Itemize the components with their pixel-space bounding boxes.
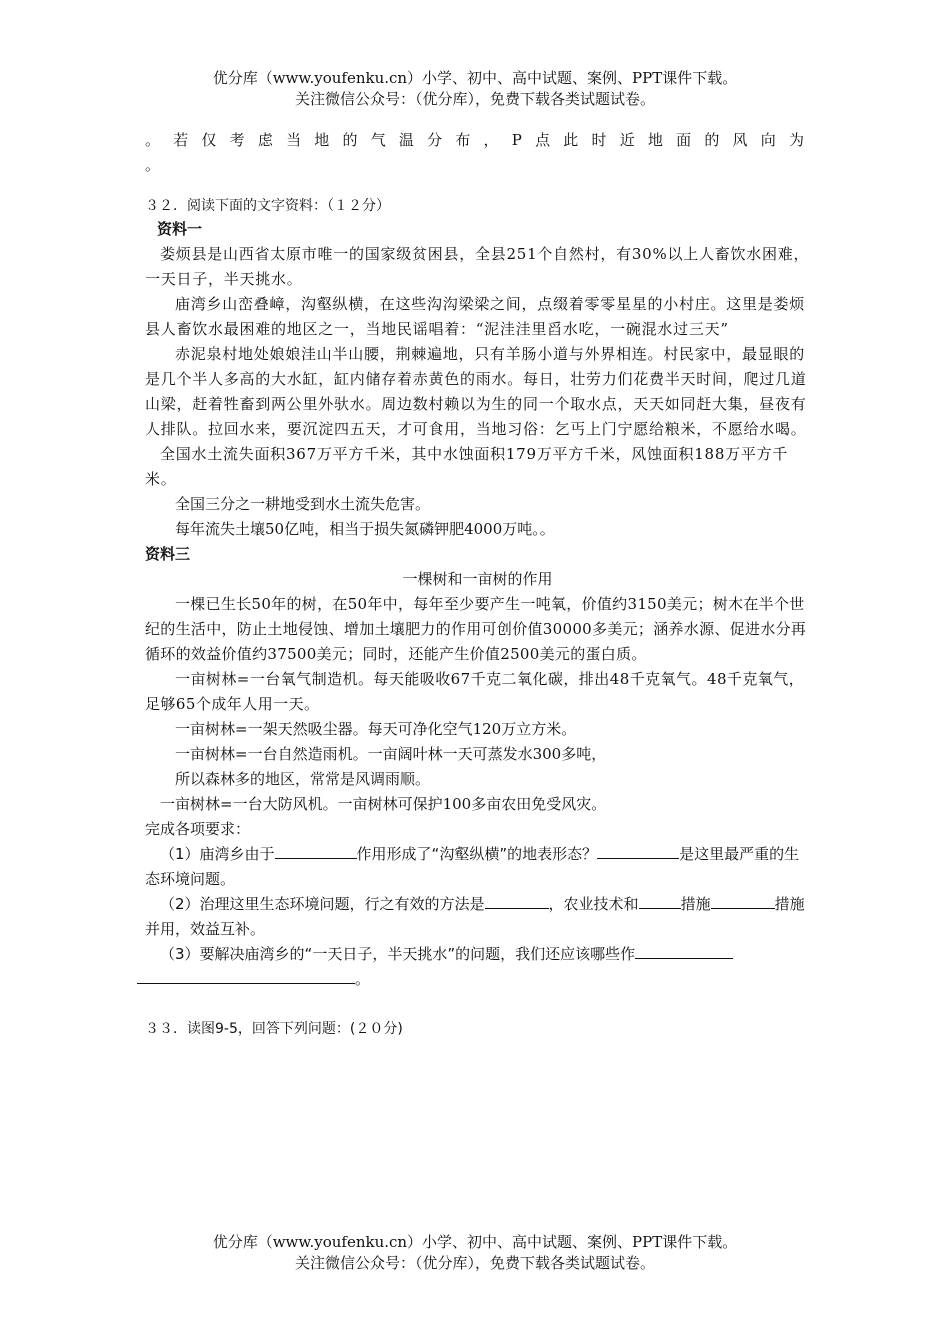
sub-question-3: （3）要解决庙湾乡的“一天日子，半天挑水”的问题，我们还应该哪些作 。: [145, 942, 810, 992]
question-32-title: ３２．阅读下面的文字资料：（１２分）: [145, 198, 390, 214]
ref1-paragraph-5: 全国三分之一耕地受到水土流失危害。: [175, 495, 431, 513]
answer-blank-3a[interactable]: [635, 943, 733, 959]
ref3-paragraph-4: 一亩树林=一台自然造雨机。一亩阔叶林一天可蒸发水300多吨，: [175, 745, 607, 763]
answer-blank-2a[interactable]: [485, 893, 549, 909]
header-line-1: 优分库（www.youfenku.cn）小学、初中、高中试题、案例、PPT课件下载。: [212, 69, 738, 87]
page-footer: [0, 1232, 950, 1274]
footer-line-2: 关注微信公众号：（优分库），免费下载各类试题试卷。: [294, 1254, 655, 1272]
requirements-heading: 完成各项要求：: [145, 820, 251, 838]
ref3-paragraph-3: 一亩树林=一架天然吸尘器。每天可净化空气120万立方米。: [175, 720, 577, 738]
ref1-paragraph-3: 赤泥泉村地处娘娘洼山半山腰，荆棘遍地，只有羊肠小道与外界相连。村民家中，最显眼的是几个半人多高的大水缸，缸内储存着赤黄色的雨水。每日，壮劳力们花费半天时间，爬过几道山梁，赶着牲畜到两公里外驮水。周边数村赖以为生的同一个取水点，天天如同赶大集，昼夜有人排队。拉回水来，要沉淀四五天，才可食用，当地习俗：乞丐上门宁愿给粮米，不愿给水喝。: [145, 345, 807, 438]
ref3-paragraph-5: 所以森林多的地区，常常是风调雨顺。: [175, 770, 431, 788]
ref3-subtitle: 一棵树和一亩树的作用: [402, 570, 553, 588]
answer-blank-2b[interactable]: [639, 893, 681, 909]
answer-blank-1b[interactable]: [597, 843, 679, 859]
ref3-paragraph-2: 一亩树林=一台氧气制造机。每天能吸收67千克二氧化碳，排出48千克氧气。48千克氧气，足够65个成年人用一天。: [145, 670, 805, 713]
ref1-paragraph-2: 庙湾乡山峦叠嶂，沟壑纵横，在这些沟沟梁梁之间，点缀着零零星星的小村庄。这里是娄烦县人畜饮水最困难的地区之一，当地民谣唱着：“泥洼洼里舀水吃，一碗混水过三天”: [145, 295, 806, 338]
main-content: [145, 128, 810, 1040]
page-header: [0, 68, 950, 110]
ref1-title: 资料一: [157, 220, 203, 238]
top-line: 。若仅考虑当地的气温分布，P点此时近地面的风向为: [145, 131, 810, 149]
answer-blank-1a[interactable]: [275, 843, 357, 859]
ref1-paragraph-1: 娄烦县是山西省太原市唯一的国家级贫困县，全县251个自然村，有30%以上人畜饮水困难，一天日子，半天挑水。: [145, 245, 810, 288]
question-33-title: ３３．读图9-5，回答下列问题：(２０分): [145, 1021, 403, 1037]
ref3-paragraph-6: 一亩树林=一台大防风机。一亩树林可保护100多亩农田免受风灾。: [160, 795, 607, 813]
top-line-end: 。: [145, 156, 161, 174]
ref3-paragraph-1: 一棵已生长50年的树，在50年中，每年至少要产生一吨氧，价值约3150美元；树木在半个世纪的生活中，防止土地侵蚀、增加土壤肥力的作用可创价值30000多美元；涵养水源、促进水分再循环的效益价值约37500美元；同时，还能产生价值2500美元的蛋白质。: [145, 595, 807, 663]
sub-question-2: （2）治理这里生态环境问题，行之有效的方法是 ，农业技术和 措施 措施并用，效益互补。: [145, 895, 805, 938]
ref3-title: 资料三: [145, 545, 191, 563]
answer-blank-2c[interactable]: [711, 893, 759, 909]
answer-blank-2d[interactable]: [759, 893, 775, 909]
ref1-paragraph-4: 全国水土流失面积367万平方千米，其中水蚀面积179万平方千米，风蚀面积188万平方千米。: [145, 445, 789, 488]
sub-question-1: （1）庙湾乡由于 作用形成了“沟壑纵横”的地表形态？ 是这里最严重的生态环境问题。: [145, 845, 800, 888]
ref1-paragraph-6: 每年流失土壤50亿吨，相当于损失氮磷钾肥4000万吨。。: [175, 520, 555, 538]
header-line-2: 关注微信公众号：（优分库），免费下载各类试题试卷。: [294, 90, 655, 108]
answer-blank-3b[interactable]: [137, 968, 355, 984]
footer-line-1: 优分库（www.youfenku.cn）小学、初中、高中试题、案例、PPT课件下载。: [212, 1233, 738, 1251]
